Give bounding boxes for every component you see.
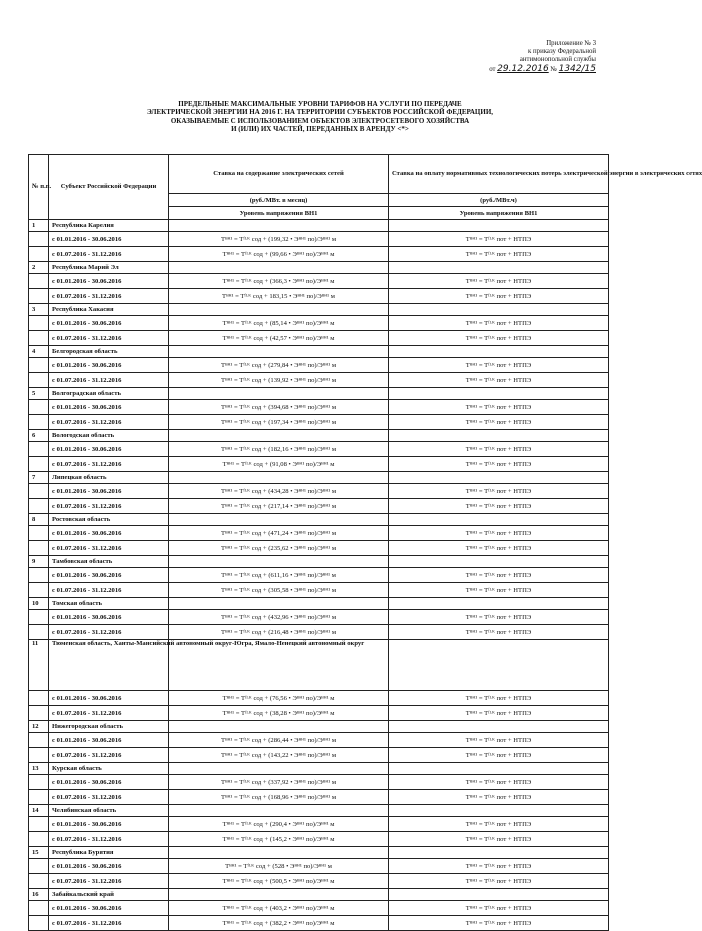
rate-formula: Tᴮᴴ¹ = Tᶠᴸᴷ сод + (611,16 • Эᴮᴴ¹ по)/Эᴮᴴ¹ м (169, 568, 389, 583)
loss-formula: Tᴮᴴ¹ = Tᶠᴸᴷ пот + НТПЭ (389, 874, 609, 889)
empty-cell (389, 763, 609, 775)
empty-cell (389, 640, 609, 691)
level-rate: Уровень напряжения ВН1 (169, 207, 389, 220)
empty-cell (29, 610, 49, 625)
empty-cell (29, 499, 49, 514)
period-row (29, 901, 609, 916)
rate-formula: Tᴮᴴ¹ = Tᶠᴸᴷ сод + (366,3 • Эᴮᴴ¹ по)/Эᴮᴴ¹ м (169, 274, 389, 289)
region-row (29, 262, 609, 274)
empty-cell (29, 484, 49, 499)
empty-cell (169, 304, 389, 316)
loss-formula: Tᴮᴴ¹ = Tᶠᴸᴷ пот + НТПЭ (389, 541, 609, 556)
period-row (29, 541, 609, 556)
loss-formula: Tᴮᴴ¹ = Tᶠᴸᴷ пот + НТПЭ (389, 817, 609, 832)
period-row (29, 874, 609, 889)
period-row (29, 331, 609, 346)
rate-formula: Tᴮᴴ¹ = Tᶠᴸᴷ сод + (216,48 • Эᴮᴴ¹ по)/Эᴮᴴ¹ м (169, 625, 389, 640)
period-row (29, 916, 609, 931)
empty-cell (169, 763, 389, 775)
region-number: 13 (29, 763, 49, 775)
rate-formula: Tᴮᴴ¹ = Tᶠᴸᴷ сод + (139,92 • Эᴮᴴ¹ по)/Эᴮᴴ¹ м (169, 373, 389, 388)
loss-formula: Tᴮᴴ¹ = Tᶠᴸᴷ пот + НТПЭ (389, 583, 609, 598)
empty-cell (169, 598, 389, 610)
region-row (29, 721, 609, 733)
loss-formula: Tᴮᴴ¹ = Tᶠᴸᴷ пот + НТПЭ (389, 859, 609, 874)
region-row (29, 598, 609, 610)
empty-cell (29, 358, 49, 373)
rate-formula: Tᴮᴴ¹ = Tᶠᴸᴷ сод + (434,28 • Эᴮᴴ¹ по)/Эᴮᴴ¹ м (169, 484, 389, 499)
empty-cell (29, 748, 49, 763)
period-row (29, 625, 609, 640)
region-row (29, 640, 609, 691)
region-name: Республика Карелия (49, 220, 169, 232)
region-number: 2 (29, 262, 49, 274)
rate-formula: Tᴮᴴ¹ = Tᶠᴸᴷ сод + (235,62 • Эᴮᴴ¹ по)/Эᴮᴴ¹ м (169, 541, 389, 556)
empty-cell (29, 400, 49, 415)
period-label: с 01.07.2016 - 31.12.2016 (49, 790, 169, 805)
unit-rate: (руб./МВт. в месяц) (169, 194, 389, 207)
period-label: с 01.07.2016 - 31.12.2016 (49, 541, 169, 556)
region-number: 16 (29, 889, 49, 901)
period-row (29, 706, 609, 721)
rate-formula: Tᴮᴴ¹ = Tᶠᴸᴷ сод + (91,08 • Эᴮᴴ¹ по)/Эᴮᴴ¹ м (169, 457, 389, 472)
rate-formula: Tᴮᴴ¹ = Tᶠᴸᴷ сод + (85,14 • Эᴮᴴ¹ по)/Эᴮᴴ¹ м (169, 316, 389, 331)
period-row (29, 415, 609, 430)
empty-cell (29, 247, 49, 262)
rate-formula: Tᴮᴴ¹ = Tᶠᴸᴷ сод + 183,15 • Эᴮᴴ¹ по)/Эᴮᴴ¹ м (169, 289, 389, 304)
rate-formula: Tᴮᴴ¹ = Tᶠᴸᴷ сод + (197,34 • Эᴮᴴ¹ по)/Эᴮᴴ¹ м (169, 415, 389, 430)
empty-cell (29, 274, 49, 289)
empty-cell (29, 832, 49, 847)
appendix-number: 1342/15 (558, 63, 596, 74)
period-row (29, 373, 609, 388)
empty-cell (29, 706, 49, 721)
period-label: с 01.01.2016 - 30.06.2016 (49, 901, 169, 916)
period-row (29, 733, 609, 748)
appendix-date-line (396, 65, 596, 74)
region-row (29, 889, 609, 901)
region-name: Забайкальский край (49, 889, 169, 901)
region-name: Тамбовская область (49, 556, 169, 568)
rate-formula: Tᴮᴴ¹ = Tᶠᴸᴷ сод + (403,2 • Эᴮᴴ¹ по)/Эᴮᴴ¹ м (169, 901, 389, 916)
period-row (29, 832, 609, 847)
rate-formula: Tᴮᴴ¹ = Tᶠᴸᴷ сод + (394,68 • Эᴮᴴ¹ по)/Эᴮᴴ¹ м (169, 400, 389, 415)
region-row (29, 763, 609, 775)
period-label: с 01.07.2016 - 31.12.2016 (49, 499, 169, 514)
loss-formula: Tᴮᴴ¹ = Tᶠᴸᴷ пот + НТПЭ (389, 274, 609, 289)
empty-cell (29, 625, 49, 640)
rate-formula: Tᴮᴴ¹ = Tᶠᴸᴷ сод + (382,2 • Эᴮᴴ¹ по)/Эᴮᴴ¹ м (169, 916, 389, 931)
empty-cell (389, 346, 609, 358)
empty-cell (29, 331, 49, 346)
period-label: с 01.07.2016 - 31.12.2016 (49, 916, 169, 931)
empty-cell (389, 388, 609, 400)
empty-cell (29, 316, 49, 331)
document-title (120, 100, 520, 133)
loss-formula: Tᴮᴴ¹ = Tᶠᴸᴷ пот + НТПЭ (389, 358, 609, 373)
loss-formula: Tᴮᴴ¹ = Tᶠᴸᴷ пот + НТПЭ (389, 610, 609, 625)
period-label: с 01.01.2016 - 30.06.2016 (49, 232, 169, 247)
loss-formula: Tᴮᴴ¹ = Tᶠᴸᴷ пот + НТПЭ (389, 499, 609, 514)
title-line: ПРЕДЕЛЬНЫЕ МАКСИМАЛЬНЫЕ УРОВНИ ТАРИФОВ НА УСЛУГИ ПО ПЕРЕДАЧЕ (178, 100, 462, 108)
region-name: Челябинская область (49, 805, 169, 817)
empty-cell (29, 232, 49, 247)
region-name: Волгоградская область (49, 388, 169, 400)
unit-loss: (руб./МВт.ч) (389, 194, 609, 207)
loss-formula: Tᴮᴴ¹ = Tᶠᴸᴷ пот + НТПЭ (389, 247, 609, 262)
loss-formula: Tᴮᴴ¹ = Tᶠᴸᴷ пот + НТПЭ (389, 442, 609, 457)
region-name: Ростовская область (49, 514, 169, 526)
region-row (29, 556, 609, 568)
empty-cell (29, 916, 49, 931)
empty-cell (389, 220, 609, 232)
loss-formula: Tᴮᴴ¹ = Tᶠᴸᴷ пот + НТПЭ (389, 733, 609, 748)
empty-cell (29, 373, 49, 388)
period-row (29, 484, 609, 499)
period-row (29, 775, 609, 790)
rate-formula: Tᴮᴴ¹ = Tᶠᴸᴷ сод + (471,24 • Эᴮᴴ¹ по)/Эᴮᴴ¹ м (169, 526, 389, 541)
empty-cell (169, 346, 389, 358)
region-name: Вологодская область (49, 430, 169, 442)
region-number: 6 (29, 430, 49, 442)
rate-formula: Tᴮᴴ¹ = Tᶠᴸᴷ сод + (99,66 • Эᴮᴴ¹ по)/Эᴮᴴ¹ м (169, 247, 389, 262)
region-name: Республика Хакасия (49, 304, 169, 316)
loss-formula: Tᴮᴴ¹ = Tᶠᴸᴷ пот + НТПЭ (389, 289, 609, 304)
empty-cell (29, 817, 49, 832)
period-label: с 01.01.2016 - 30.06.2016 (49, 568, 169, 583)
empty-cell (29, 442, 49, 457)
rate-formula: Tᴮᴴ¹ = Tᶠᴸᴷ сод + (143,22 • Эᴮᴴ¹ по)/Эᴮᴴ¹ м (169, 748, 389, 763)
region-row (29, 388, 609, 400)
rate-formula: Tᴮᴴ¹ = Tᶠᴸᴷ сод + (290,4 • Эᴮᴴ¹ по)/Эᴮᴴ¹ м (169, 817, 389, 832)
region-name: Республика Бурятия (49, 847, 169, 859)
region-name: Нижегородская область (49, 721, 169, 733)
empty-cell (29, 289, 49, 304)
empty-cell (169, 220, 389, 232)
period-label: с 01.01.2016 - 30.06.2016 (49, 274, 169, 289)
period-row (29, 748, 609, 763)
header-rate: Ставка на содержание электрических сетей (169, 155, 389, 194)
rate-formula: Tᴮᴴ¹ = Tᶠᴸᴷ сод + (217,14 • Эᴮᴴ¹ по)/Эᴮᴴ¹ м (169, 499, 389, 514)
period-row (29, 274, 609, 289)
header-num: № п.п. (29, 155, 49, 220)
loss-formula: Tᴮᴴ¹ = Tᶠᴸᴷ пот + НТПЭ (389, 568, 609, 583)
rate-formula: Tᴮᴴ¹ = Tᶠᴸᴷ сод + (145,2 • Эᴮᴴ¹ по)/Эᴮᴴ¹ м (169, 832, 389, 847)
appendix-number-sign: № (550, 65, 557, 73)
empty-cell (169, 472, 389, 484)
period-label: с 01.07.2016 - 31.12.2016 (49, 415, 169, 430)
region-number: 9 (29, 556, 49, 568)
period-label: с 01.07.2016 - 31.12.2016 (49, 583, 169, 598)
empty-cell (169, 430, 389, 442)
empty-cell (169, 514, 389, 526)
period-label: с 01.01.2016 - 30.06.2016 (49, 442, 169, 457)
period-row (29, 442, 609, 457)
empty-cell (389, 262, 609, 274)
empty-cell (29, 874, 49, 889)
empty-cell (389, 514, 609, 526)
loss-formula: Tᴮᴴ¹ = Tᶠᴸᴷ пот + НТПЭ (389, 775, 609, 790)
loss-formula: Tᴮᴴ¹ = Tᶠᴸᴷ пот + НТПЭ (389, 415, 609, 430)
region-name: Белгородская область (49, 346, 169, 358)
loss-formula: Tᴮᴴ¹ = Tᶠᴸᴷ пот + НТПЭ (389, 706, 609, 721)
period-row (29, 289, 609, 304)
rate-formula: Tᴮᴴ¹ = Tᶠᴸᴷ сод + (199,32 • Эᴮᴴ¹ по)/Эᴮᴴ¹ м (169, 232, 389, 247)
empty-cell (29, 901, 49, 916)
empty-cell (389, 805, 609, 817)
region-row (29, 847, 609, 859)
period-label: с 01.07.2016 - 31.12.2016 (49, 247, 169, 262)
empty-cell (169, 805, 389, 817)
empty-cell (389, 472, 609, 484)
empty-cell (169, 640, 389, 691)
period-row (29, 247, 609, 262)
appendix-block (396, 40, 596, 74)
title-line: ЭЛЕКТРИЧЕСКОЙ ЭНЕРГИИ НА 2016 Г. НА ТЕРРИТОРИИ СУБЪЕКТОВ РОССИЙСКОЙ ФЕДЕРАЦИИ, (146, 108, 494, 117)
empty-cell (389, 598, 609, 610)
region-name: Тюменская область, Ханты-Мансийский автономный округ-Югра, Ямало-Ненецкий автономный округ (49, 640, 169, 691)
region-name: Республика Марий Эл (49, 262, 169, 274)
region-name: Томская область (49, 598, 169, 610)
empty-cell (29, 415, 49, 430)
period-label: с 01.01.2016 - 30.06.2016 (49, 691, 169, 706)
period-row (29, 583, 609, 598)
rate-formula: Tᴮᴴ¹ = Tᶠᴸᴷ сод + (528 • Эᴮᴴ¹ по)/Эᴮᴴ¹ м (169, 859, 389, 874)
empty-cell (29, 541, 49, 556)
loss-formula: Tᴮᴴ¹ = Tᶠᴸᴷ пот + НТПЭ (389, 790, 609, 805)
rate-formula: Tᴮᴴ¹ = Tᶠᴸᴷ сод + (432,96 • Эᴮᴴ¹ по)/Эᴮᴴ¹ м (169, 610, 389, 625)
region-row (29, 346, 609, 358)
period-label: с 01.01.2016 - 30.06.2016 (49, 316, 169, 331)
period-label: с 01.01.2016 - 30.06.2016 (49, 358, 169, 373)
table-body (29, 220, 609, 931)
period-row (29, 457, 609, 472)
period-label: с 01.07.2016 - 31.12.2016 (49, 457, 169, 472)
loss-formula: Tᴮᴴ¹ = Tᶠᴸᴷ пот + НТПЭ (389, 526, 609, 541)
empty-cell (29, 583, 49, 598)
period-row (29, 610, 609, 625)
empty-cell (169, 889, 389, 901)
empty-cell (29, 775, 49, 790)
period-label: с 01.07.2016 - 31.12.2016 (49, 874, 169, 889)
period-row (29, 691, 609, 706)
period-label: с 01.07.2016 - 31.12.2016 (49, 373, 169, 388)
period-row (29, 526, 609, 541)
period-row (29, 817, 609, 832)
appendix-prefix: от (489, 65, 496, 73)
region-row (29, 304, 609, 316)
region-name: Липецкая область (49, 472, 169, 484)
empty-cell (389, 430, 609, 442)
title-line: ОКАЗЫВАЕМЫЕ С ИСПОЛЬЗОВАНИЕМ ОБЪЕКТОВ ЭЛЕКТРОСЕТЕВОГО ХОЗЯЙСТВА (170, 116, 470, 125)
empty-cell (169, 262, 389, 274)
empty-cell (29, 790, 49, 805)
region-row (29, 430, 609, 442)
loss-formula: Tᴮᴴ¹ = Tᶠᴸᴷ пот + НТПЭ (389, 400, 609, 415)
empty-cell (389, 889, 609, 901)
loss-formula: Tᴮᴴ¹ = Tᶠᴸᴷ пот + НТПЭ (389, 331, 609, 346)
appendix-line: Приложение № 3 (546, 40, 596, 47)
appendix-line: к приказу Федеральной (528, 48, 596, 56)
rate-formula: Tᴮᴴ¹ = Tᶠᴸᴷ сод + (38,28 • Эᴮᴴ¹ по)/Эᴮᴴ¹ м (169, 706, 389, 721)
loss-formula: Tᴮᴴ¹ = Tᶠᴸᴷ пот + НТПЭ (389, 316, 609, 331)
empty-cell (389, 556, 609, 568)
region-number: 1 (29, 220, 49, 232)
period-label: с 01.07.2016 - 31.12.2016 (49, 331, 169, 346)
empty-cell (29, 526, 49, 541)
loss-formula: Tᴮᴴ¹ = Tᶠᴸᴷ пот + НТПЭ (389, 832, 609, 847)
loss-formula: Tᴮᴴ¹ = Tᶠᴸᴷ пот + НТПЭ (389, 748, 609, 763)
region-number: 8 (29, 514, 49, 526)
period-row (29, 232, 609, 247)
period-row (29, 568, 609, 583)
period-label: с 01.07.2016 - 31.12.2016 (49, 625, 169, 640)
rate-formula: Tᴮᴴ¹ = Tᶠᴸᴷ сод + (168,96 • Эᴮᴴ¹ по)/Эᴮᴴ¹ м (169, 790, 389, 805)
loss-formula: Tᴮᴴ¹ = Tᶠᴸᴷ пот + НТПЭ (389, 901, 609, 916)
rate-formula: Tᴮᴴ¹ = Tᶠᴸᴷ сод + (500,5 • Эᴮᴴ¹ по)/Эᴮᴴ¹ м (169, 874, 389, 889)
region-row (29, 220, 609, 232)
region-name: Курская область (49, 763, 169, 775)
loss-formula: Tᴮᴴ¹ = Tᶠᴸᴷ пот + НТПЭ (389, 691, 609, 706)
period-row (29, 790, 609, 805)
period-row (29, 400, 609, 415)
period-label: с 01.01.2016 - 30.06.2016 (49, 859, 169, 874)
empty-cell (29, 457, 49, 472)
loss-formula: Tᴮᴴ¹ = Tᶠᴸᴷ пот + НТПЭ (389, 232, 609, 247)
period-label: с 01.07.2016 - 31.12.2016 (49, 706, 169, 721)
period-label: с 01.01.2016 - 30.06.2016 (49, 526, 169, 541)
region-row (29, 514, 609, 526)
appendix-line: антимонопольной службы (519, 56, 596, 64)
region-row (29, 805, 609, 817)
period-label: с 01.01.2016 - 30.06.2016 (49, 817, 169, 832)
empty-cell (389, 847, 609, 859)
region-number: 14 (29, 805, 49, 817)
rate-formula: Tᴮᴴ¹ = Tᶠᴸᴷ сод + (305,58 • Эᴮᴴ¹ по)/Эᴮᴴ¹ м (169, 583, 389, 598)
table-header-row (29, 155, 609, 194)
title-line: И (ИЛИ) ИХ ЧАСТЕЙ, ПЕРЕДАННЫХ В АРЕНДУ <*> (231, 124, 409, 133)
rate-formula: Tᴮᴴ¹ = Tᶠᴸᴷ сод + (279,84 • Эᴮᴴ¹ по)/Эᴮᴴ¹ м (169, 358, 389, 373)
region-number: 5 (29, 388, 49, 400)
region-row (29, 472, 609, 484)
level-loss: Уровень напряжения ВН1 (389, 207, 609, 220)
empty-cell (169, 388, 389, 400)
empty-cell (169, 556, 389, 568)
empty-cell (169, 721, 389, 733)
rate-formula: Tᴮᴴ¹ = Tᶠᴸᴷ сод + (286,44 • Эᴮᴴ¹ по)/Эᴮᴴ¹ м (169, 733, 389, 748)
appendix-date: 29.12.2016 (497, 63, 549, 74)
period-row (29, 499, 609, 514)
period-label: с 01.01.2016 - 30.06.2016 (49, 775, 169, 790)
region-number: 3 (29, 304, 49, 316)
tariff-table (28, 154, 702, 931)
rate-formula: Tᴮᴴ¹ = Tᶠᴸᴷ сод + (182,16 • Эᴮᴴ¹ по)/Эᴮᴴ¹ м (169, 442, 389, 457)
loss-formula: Tᴮᴴ¹ = Tᶠᴸᴷ пот + НТПЭ (389, 484, 609, 499)
empty-cell (169, 847, 389, 859)
period-label: с 01.07.2016 - 31.12.2016 (49, 748, 169, 763)
rate-formula: Tᴮᴴ¹ = Tᶠᴸᴷ сод + (76,56 • Эᴮᴴ¹ по)/Эᴮᴴ¹ м (169, 691, 389, 706)
region-number: 4 (29, 346, 49, 358)
region-number: 15 (29, 847, 49, 859)
empty-cell (29, 691, 49, 706)
period-label: с 01.01.2016 - 30.06.2016 (49, 400, 169, 415)
region-number: 7 (29, 472, 49, 484)
rate-formula: Tᴮᴴ¹ = Tᶠᴸᴷ сод + (42,57 • Эᴮᴴ¹ по)/Эᴮᴴ¹ м (169, 331, 389, 346)
loss-formula: Tᴮᴴ¹ = Tᶠᴸᴷ пот + НТПЭ (389, 457, 609, 472)
period-label: с 01.07.2016 - 31.12.2016 (49, 832, 169, 847)
loss-formula: Tᴮᴴ¹ = Tᶠᴸᴷ пот + НТПЭ (389, 625, 609, 640)
period-row (29, 316, 609, 331)
empty-cell (389, 721, 609, 733)
loss-formula: Tᴮᴴ¹ = Tᶠᴸᴷ пот + НТПЭ (389, 916, 609, 931)
region-number: 10 (29, 598, 49, 610)
header-subject: Субъект Российской Федерации (49, 155, 169, 220)
empty-cell (29, 568, 49, 583)
loss-formula: Tᴮᴴ¹ = Tᶠᴸᴷ пот + НТПЭ (389, 373, 609, 388)
region-number: 12 (29, 721, 49, 733)
empty-cell (29, 859, 49, 874)
empty-cell (389, 304, 609, 316)
period-row (29, 859, 609, 874)
period-label: с 01.01.2016 - 30.06.2016 (49, 733, 169, 748)
empty-cell (29, 733, 49, 748)
region-number: 11 (29, 640, 49, 691)
period-label: с 01.01.2016 - 30.06.2016 (49, 484, 169, 499)
period-label: с 01.07.2016 - 31.12.2016 (49, 289, 169, 304)
header-loss: Ставка на оплату нормативных технологических потерь электрической энергии в электрических сетях (389, 155, 609, 194)
period-row (29, 358, 609, 373)
period-label: с 01.01.2016 - 30.06.2016 (49, 610, 169, 625)
rate-formula: Tᴮᴴ¹ = Tᶠᴸᴷ сод + (337,92 • Эᴮᴴ¹ по)/Эᴮᴴ¹ м (169, 775, 389, 790)
